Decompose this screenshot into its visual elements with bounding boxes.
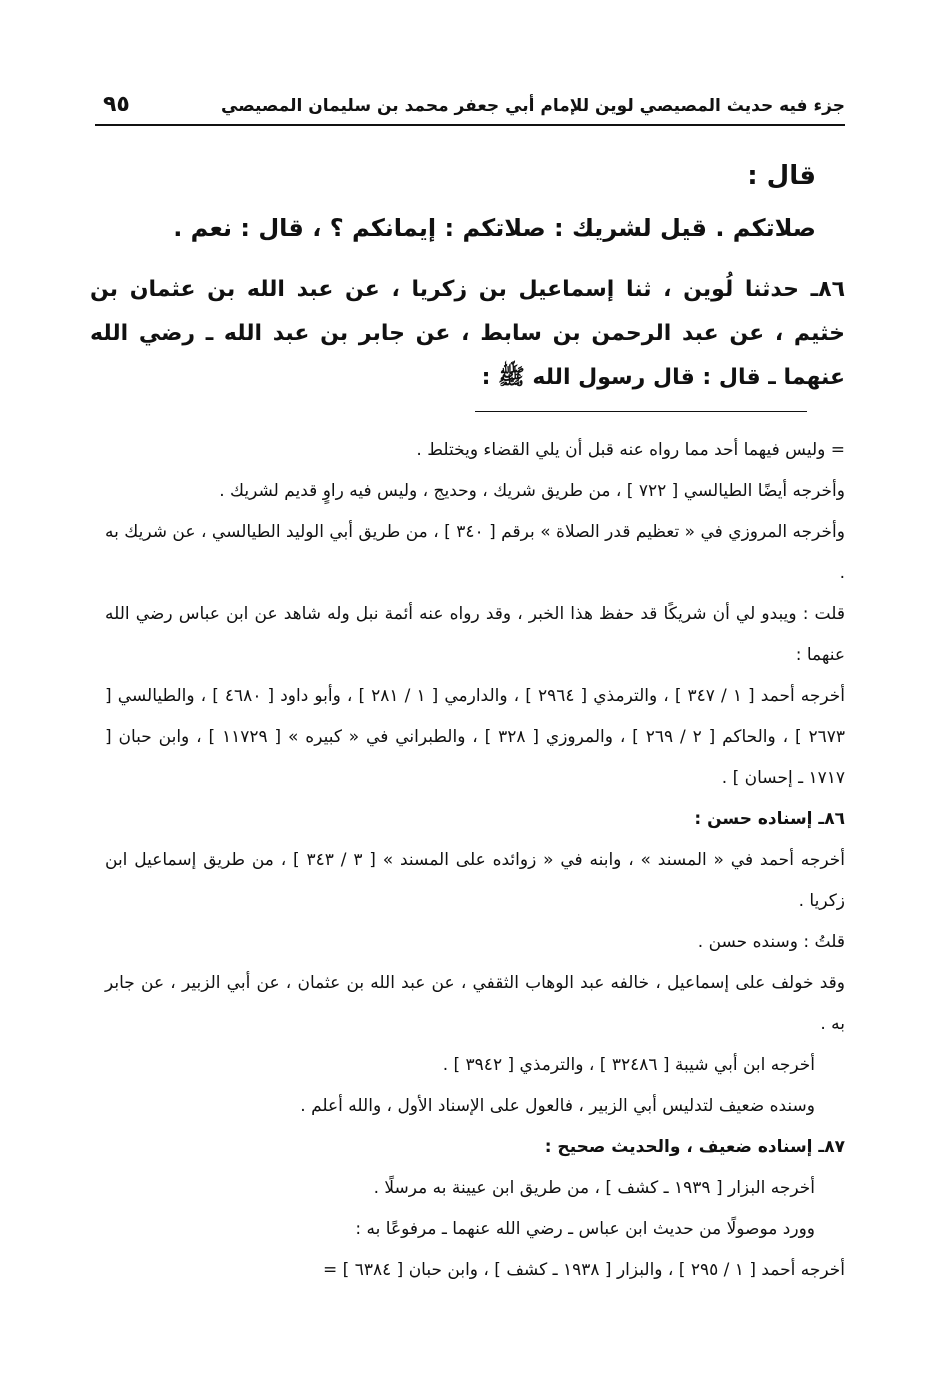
note-paragraph: قلتُ : وسنده حسن . bbox=[697, 932, 845, 952]
note-paragraph: أخرجه أحمد [ ١ / ٢٩٥ ] ، والبزار [ ١٩٣٨ ـ كشف ] ، وابن حبان [ ٦٣٨٤ ] = bbox=[323, 1260, 845, 1280]
note-heading: ٨٦ـ إسناده حسن : bbox=[694, 809, 845, 829]
note-paragraph: = وليس فيهما أحد مما رواه عنه قبل أن يلي القضاء ويختلط . bbox=[416, 440, 845, 460]
note-paragraph: وأخرجه المروزي في « تعظيم قدر الصلاة » برقم [ ٣٤٠ ] ، من طريق أبي الوليد الطيالسي ، عن شريك به . bbox=[105, 522, 845, 583]
note-paragraph: قلت : ويبدو لي أن شريكًا قد حفظ هذا الخبر ، وقد رواه عنه أئمة نبل وله شاهد عن ابن عباس رضي الله عنهما : bbox=[105, 604, 845, 665]
note-paragraph: وسنده ضعيف لتدليس أبي الزبير ، فالعول على الإسناد الأول ، والله أعلم . bbox=[300, 1096, 815, 1116]
note-heading: ٨٧ـ إسناده ضعيف ، والحديث صحيح : bbox=[544, 1137, 845, 1157]
page-number: ٩٥ bbox=[103, 92, 130, 117]
note-paragraph: وأخرجه أيضًا الطيالسي [ ٧٢٢ ] ، من طريق شريك ، وحديج ، وليس فيه راوٍ قديم لشريك . bbox=[219, 481, 845, 501]
main-text bbox=[91, 150, 816, 254]
note-paragraph: أخرجه أحمد [ ١ / ٣٤٧ ] ، والترمذي [ ٢٩٦٤ ] ، والدارمي [ ١ / ٢٨١ ] ، وأبو داود [ ٤٦٨٠ ] ، والطيالسي [ ٢٦٧٣ ] ، والحاكم [ ٢ / ٢٦٩ ] ، والمروزي [ ٣٢٨ ] ، والطبراني في « كبيره » [ ١١٧٢٩ ] ، وابن حبان [ ١٧١٧ ـ إحسان ] . bbox=[105, 686, 846, 788]
note-paragraph: وورد موصولًا من حديث ابن عباس ـ رضي الله عنهما ـ مرفوعًا به : bbox=[355, 1219, 815, 1239]
note-paragraph: أخرجه أحمد في « المسند » ، وابنه في « زوائده على المسند » [ ٣ / ٣٤٣ ] ، من طريق إسماعيل ابن زكريا . bbox=[105, 850, 845, 911]
hadith-86 bbox=[90, 268, 845, 400]
header-title: جزء فيه حديث المصيصي لوين للإمام أبي جعفر محمد بن سليمان المصيصي bbox=[221, 96, 845, 116]
hadith-number: ٨٦ـ bbox=[810, 277, 845, 302]
header-rule bbox=[95, 124, 845, 126]
qala-line: قال : bbox=[747, 161, 816, 191]
main-line: صلاتكم . قيل لشريك : صلاتكم : إيمانكم ؟ ، قال : نعم . bbox=[173, 214, 816, 242]
note-paragraph: وقد خولف على إسماعيل ، خالفه عبد الوهاب الثقفي ، عن عبد الله بن عثمان ، عن أبي الزبير ، عن جابر به . bbox=[105, 973, 845, 1034]
hadith-text: حدثنا لُوين ، ثنا إسماعيل بن زكريا ، عن عبد الله بن عثمان بن خثيم ، عن عبد الرحمن بن سابط ، عن جابر بن عبد الله ـ رضي الله عنهما ـ قال : قال رسول الله ﷺ : bbox=[90, 277, 845, 390]
note-paragraph: أخرجه البزار [ ١٩٣٩ ـ كشف ] ، من طريق ابن عيينة به مرسلًا . bbox=[373, 1178, 815, 1198]
footnote-rule bbox=[475, 411, 807, 412]
note-paragraph: أخرجه ابن أبي شيبة [ ٣٢٤٨٦ ] ، والترمذي [ ٣٩٤٢ ] . bbox=[442, 1055, 815, 1075]
running-header bbox=[95, 92, 845, 122]
footnotes bbox=[105, 430, 845, 1291]
